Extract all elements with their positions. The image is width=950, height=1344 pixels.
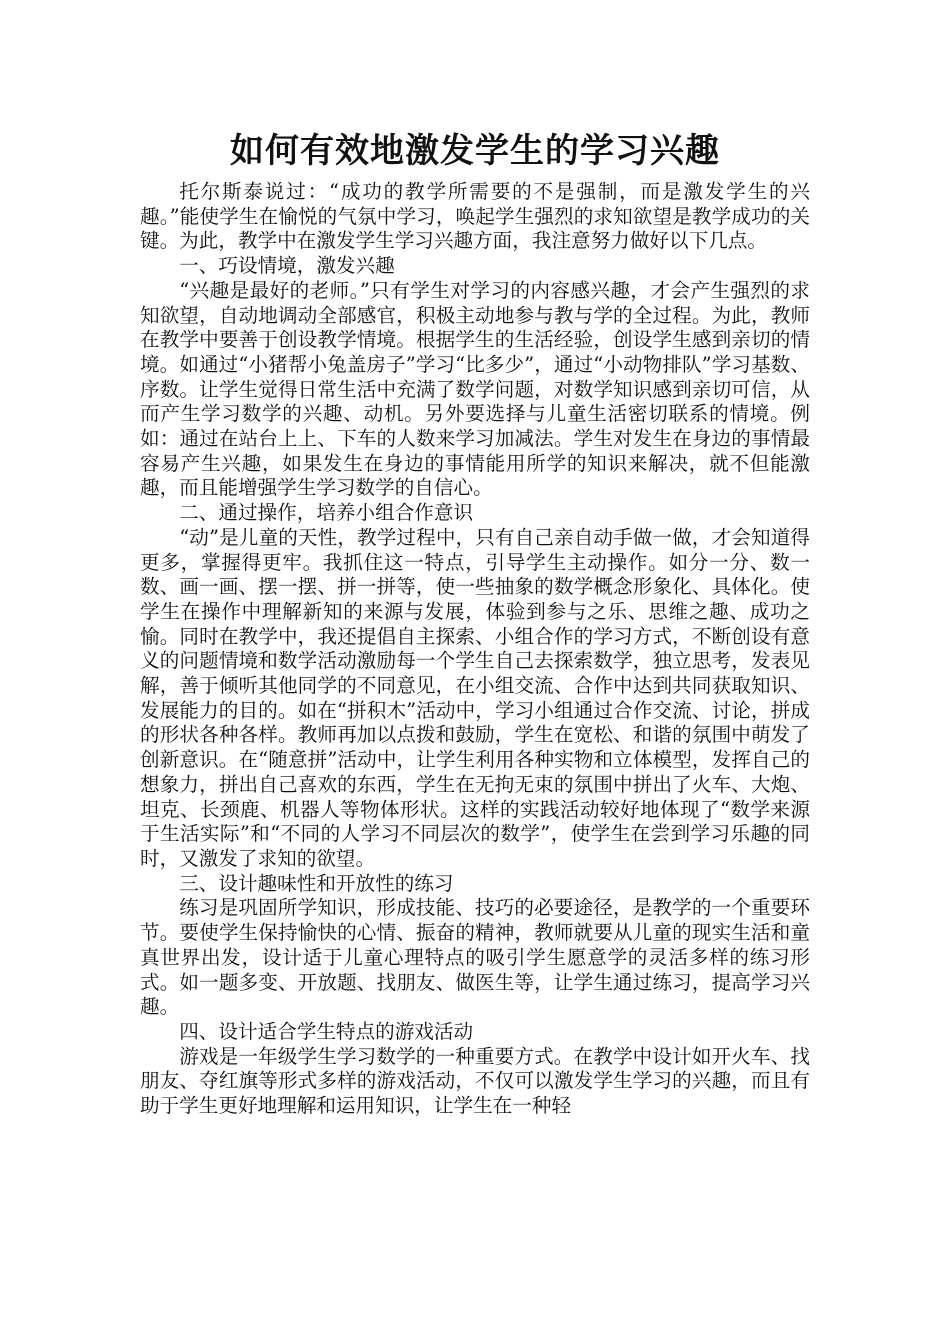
section-paragraph-3: 练习是巩固所学知识，形成技能、技巧的必要途径，是教学的一个重要环节。要使学生保持愉快的心情、振奋的精神，教师就要从儿童的现实生活和童真世界出发，设计适于儿童心理特点的吸引学生愿意学的灵活多样的练习形式。如一题多变、开放题、找朋友、做医生等，让学生通过练习，提高学习兴趣。 <box>140 896 810 1019</box>
section-paragraph-2: “动”是儿童的天性，教学过程中，只有自己亲自动手做一做，才会知道得更多，掌握得更牢。我抓住这一特点，引导学生主动操作。如分一分、数一数、画一画、摆一摆、拼一拼等，使一些抽象的数学概念形象化、具体化。使学生在操作中理解新知的来源与发展，体验到参与之乐、思维之趣、成功之愉。同时在教学中，我还提倡自主探索、小组合作的学习方式，不断创设有意义的问题情境和数学活动激励每一个学生自己去探索数学，独立思考，发表见解，善于倾听其他同学的不同意见，在小组交流、合作中达到共同获取知识、发展能力的目的。如在“拼积木”活动中，学习小组通过合作交流、讨论，拼成的形状各种各样。教师再加以点拨和鼓励，学生在宽松、和谐的氛围中萌发了创新意识。在“随意拼”活动中，让学生利用各种实物和立体模型，发挥自己的想象力，拼出自己喜欢的东西，学生在无拘无束的氛围中拼出了火车、大炮、坦克、长颈鹿、机器人等物体形状。这样的实践活动较好地体现了“数学来源于生活实际”和“不同的人学习不同层次的数学”，使学生在尝到学习乐趣的同时，又激发了求知的欲望。 <box>140 525 810 870</box>
section-heading-4: 四、设计适合学生特点的游戏活动 <box>179 1019 474 1043</box>
section-heading-3: 三、设计趣味性和开放性的练习 <box>179 871 454 895</box>
section-heading-2: 二、通过操作，培养小组合作意识 <box>179 501 474 525</box>
section-paragraph-4: 游戏是一年级学生学习数学的一种重要方式。在教学中设计如开火车、找朋友、夺红旗等形式多样的游戏活动，不仅可以激发学生学习的兴趣，而且有助于学生更好地理解和运用知识，让学生在一种轻 <box>140 1044 810 1118</box>
document-body <box>140 180 810 1119</box>
intro-paragraph: 托尔斯泰说过：“成功的教学所需要的不是强制，而是激发学生的兴趣。”能使学生在愉悦的气氛中学习，唤起学生强烈的求知欲望是教学成功的关键。为此，教学中在激发学生学习兴趣方面，我注意努力做好以下几点。 <box>140 180 810 253</box>
document-title: 如何有效地激发学生的学习兴趣 <box>230 131 720 171</box>
section-paragraph-1: “兴趣是最好的老师。”只有学生对学习的内容感兴趣，才会产生强烈的求知欲望，自动地调动全部感官，积极主动地参与教与学的全过程。为此，教师在教学中要善于创设教学情境。根据学生的生活经验，创设学生感到亲切的情境。如通过“小猪帮小兔盖房子”学习“比多少”，通过“小动物排队”学习基数、序数。让学生觉得日常生活中充满了数学问题，对数学知识感到亲切可信，从而产生学习数学的兴趣、动机。另外要选择与儿童生活密切联系的情境。例如：通过在站台上上、下车的人数来学习加减法。学生对发生在身边的事情最容易产生兴趣，如果发生在身边的事情能用所学的知识来解决，就不但能激趣，而且能增强学生学习数学的自信心。 <box>140 278 810 500</box>
section-heading-1: 一、巧设情境，激发兴趣 <box>179 254 395 278</box>
